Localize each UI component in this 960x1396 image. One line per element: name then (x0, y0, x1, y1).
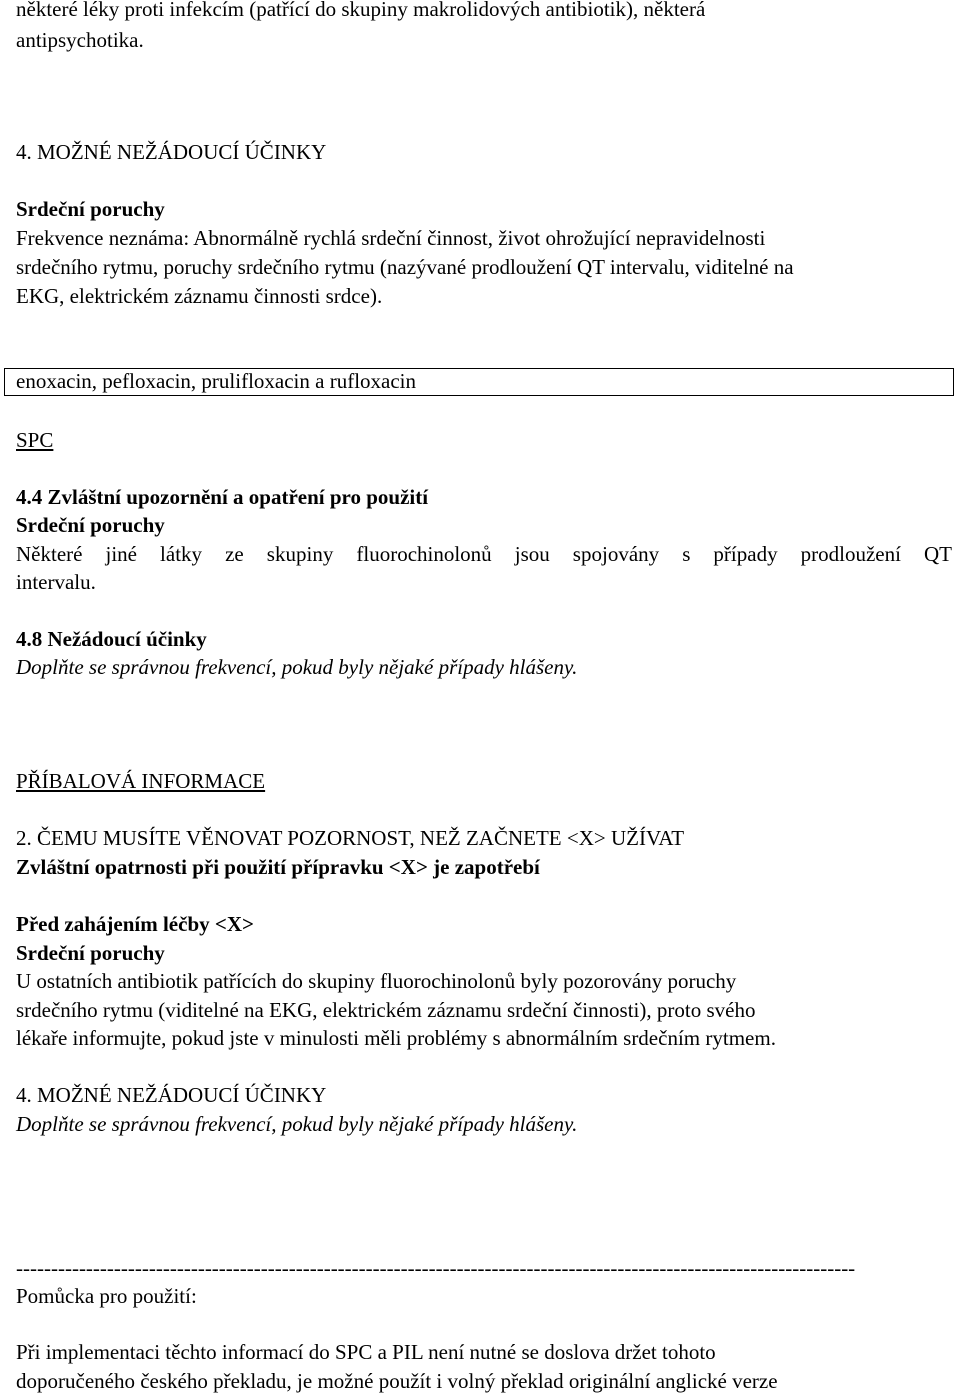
text-line: Některé jiné látky ze skupiny fluorochinolonů jsou spojovány s případy prodloužení QT (16, 542, 952, 566)
section-heading: 4.4 Zvláštní upozornění a opatření pro použití (16, 485, 429, 509)
text-line: Frekvence neznáma: Abnormálně rychlá srdeční činnost, život ohrožující nepravidelnosti (16, 226, 766, 250)
aid-label: Pomůcka pro použití: (16, 1284, 197, 1308)
text-line: některé léky proti infekcím (patřící do skupiny makrolidových antibiotik), některá (16, 0, 706, 21)
text-line: srdečního rytmu (viditelné na EKG, elektrickém záznamu srdeční činnosti), proto svého (16, 998, 756, 1022)
text-line: Při implementaci těchto informací do SPC a PIL není nutné se doslova držet tohoto (16, 1340, 716, 1364)
dashed-separator: ------------------------------------------------------------------------------------------------------------------------ (16, 1256, 856, 1280)
text-line: U ostatních antibiotik patřících do skupiny fluorochinolonů byly pozorovány poruchy (16, 969, 737, 993)
section-heading: 4.8 Nežádoucí účinky (16, 627, 207, 651)
section-heading: 4. MOŽNÉ NEŽÁDOUCÍ ÚČINKY (16, 140, 327, 164)
italic-note: Doplňte se správnou frekvencí, pokud byly nějaké případy hlášeny. (16, 1112, 578, 1136)
italic-note: Doplňte se správnou frekvencí, pokud byly nějaké případy hlášeny. (16, 655, 578, 679)
text-line: srdečního rytmu, poruchy srdečního rytmu (nazývané prodloužení QT intervalu, viditelné na (16, 255, 794, 279)
text-line: EKG, elektrickém záznamu činnosti srdce). (16, 284, 383, 308)
subheading: Zvláštní opatrnosti při použití přípravku <X> je zapotřebí (16, 855, 540, 879)
subheading: Srdeční poruchy (16, 197, 165, 221)
text-line: lékaře informujte, pokud jste v minulosti měli problémy s abnormálním srdečním rytmem. (16, 1026, 776, 1050)
text-line: intervalu. (16, 570, 96, 594)
pil-heading: PŘÍBALOVÁ INFORMACE (16, 769, 266, 793)
spc-heading: SPC (16, 428, 54, 452)
subheading: Před zahájením léčby <X> (16, 912, 254, 936)
text-line: doporučeného českého překladu, je možné použít i volný překlad originální anglické verze (16, 1369, 778, 1393)
section-heading: 2. ČEMU MUSÍTE VĚNOVAT POZORNOST, NEŽ ZAČNETE <X> UŽÍVAT (16, 826, 685, 850)
boxed-title (4, 368, 954, 396)
section-heading: 4. MOŽNÉ NEŽÁDOUCÍ ÚČINKY (16, 1083, 327, 1107)
text-line: antipsychotika. (16, 28, 144, 52)
boxed-title-text: enoxacin, pefloxacin, prulifloxacin a rufloxacin (16, 369, 417, 393)
subheading: Srdeční poruchy (16, 513, 165, 537)
subheading: Srdeční poruchy (16, 941, 165, 965)
